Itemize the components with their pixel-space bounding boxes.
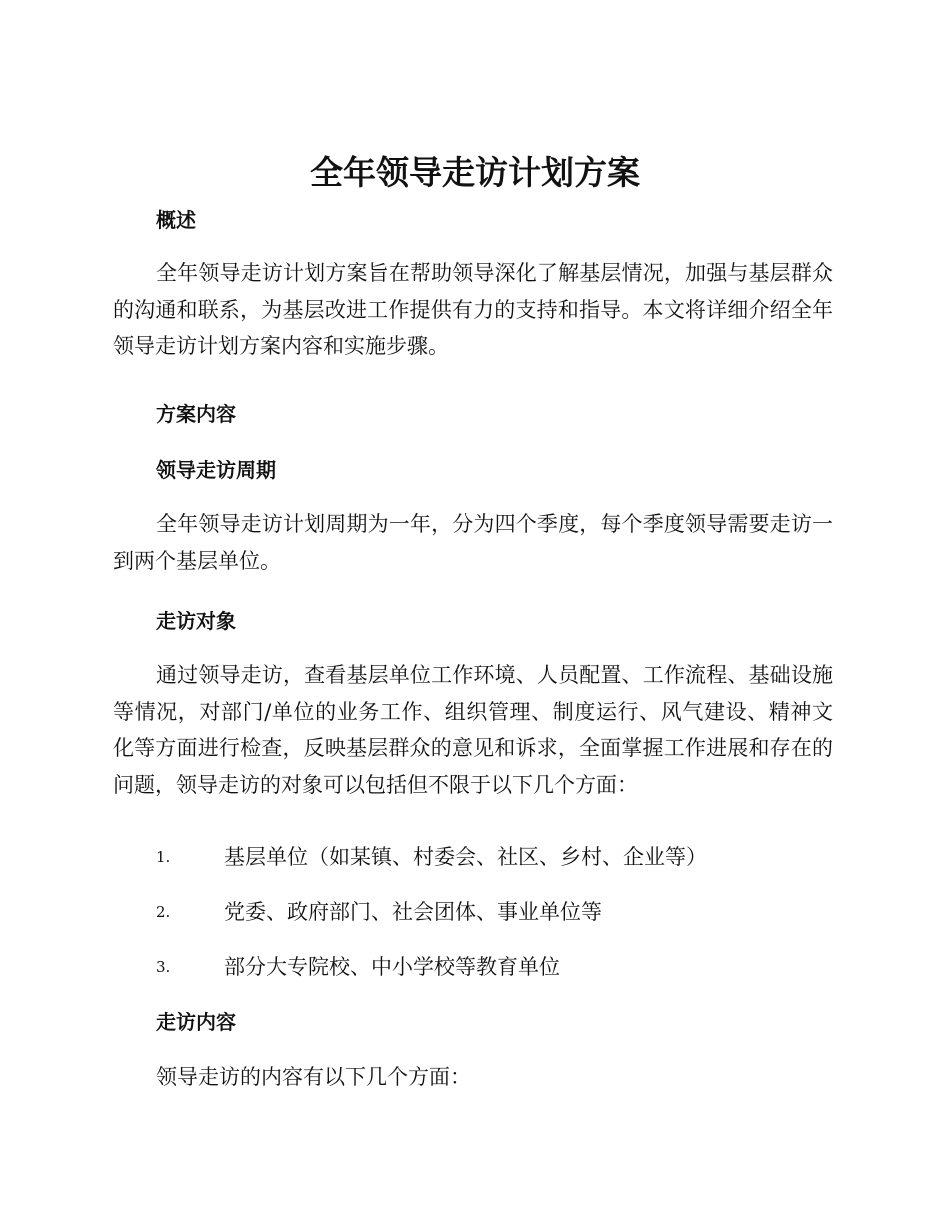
list-item (156, 842, 836, 872)
paragraph-cycle: 全年领导走访计划周期为一年，分为四个季度，每个季度领导需要走访一到两个基层单位。 (113, 512, 833, 573)
list-number: 3. (156, 958, 171, 976)
section-heading-content: 走访内容 (156, 1010, 236, 1034)
paragraph-overview: 全年领导走访计划方案旨在帮助领导深化了解基层情况，加强与基层群众的沟通和联系，为基层改进工作提供有力的支持和指导。本文将详细介绍全年领导走访计划方案内容和实施步骤。 (113, 261, 833, 358)
section-heading-overview: 概述 (156, 208, 196, 232)
list-item (156, 952, 836, 982)
list-item (156, 897, 836, 927)
section-heading-plan: 方案内容 (156, 402, 236, 426)
list-text: 部分大专院校、中小学校等教育单位 (224, 955, 560, 979)
section-heading-targets: 走访对象 (156, 609, 236, 633)
section-heading-cycle: 领导走访周期 (156, 458, 276, 482)
list-text: 党委、政府部门、社会团体、事业单位等 (224, 900, 602, 924)
paragraph-targets: 通过领导走访，查看基层单位工作环境、人员配置、工作流程、基础设施等情况，对部门/单位的业务工作、组织管理、制度运行、风气建设、精神文化等方面进行检查，反映基层群众的意见和诉求，全面掌握工作进展和存在的问题，领导走访的对象可以包括但不限于以下几个方面： (113, 663, 833, 797)
list-text: 基层单位（如某镇、村委会、社区、乡村、企业等） (224, 845, 707, 869)
list-number: 2. (156, 903, 171, 921)
paragraph-content-intro: 领导走访的内容有以下几个方面： (156, 1065, 471, 1089)
document-title: 全年领导走访计划方案 (310, 153, 640, 192)
list-number: 1. (156, 848, 171, 866)
